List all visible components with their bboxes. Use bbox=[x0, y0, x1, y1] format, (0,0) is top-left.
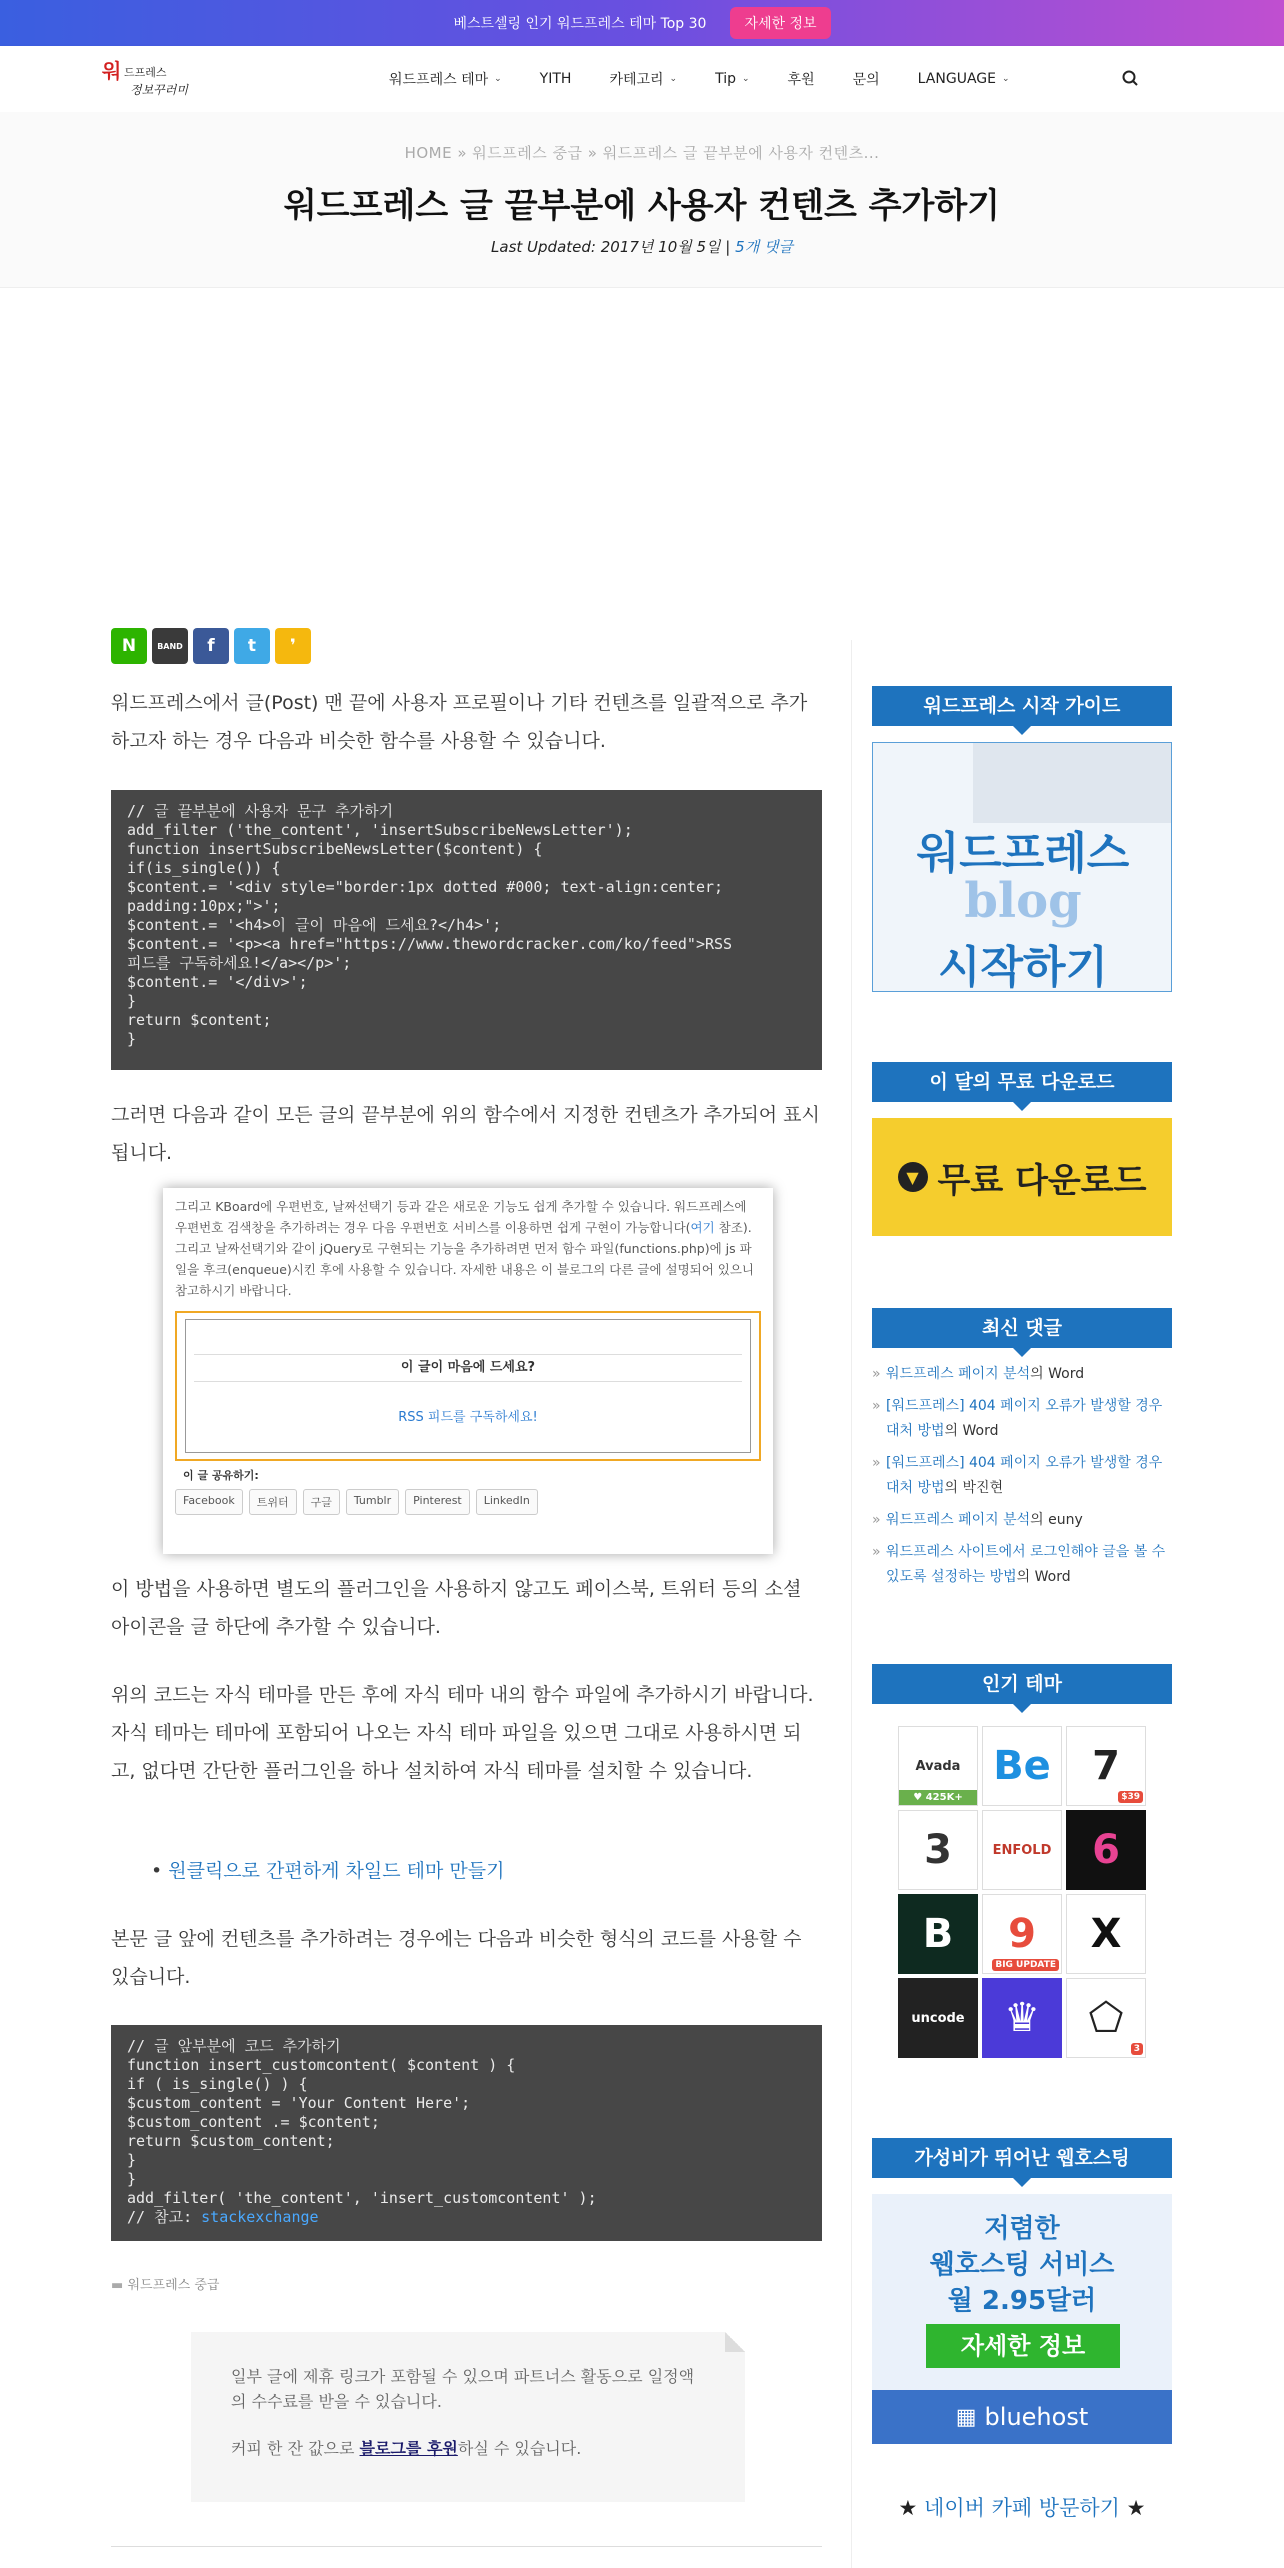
screenshot-cta-box bbox=[185, 1319, 751, 1453]
banner-line-2: blog bbox=[964, 873, 1082, 929]
comment-author: Word bbox=[1034, 1569, 1071, 1585]
popular-themes-grid bbox=[898, 1726, 1146, 2058]
screenshot-share-button: Pinterest bbox=[405, 1489, 470, 1515]
content-divider bbox=[111, 2546, 822, 2547]
theme-label: ENFOLD bbox=[992, 1842, 1052, 1858]
theme-tile[interactable] bbox=[982, 1726, 1062, 1806]
widget-title: 이 달의 무료 다운로드 bbox=[872, 1062, 1172, 1102]
nav-label: YITH bbox=[539, 71, 572, 87]
download-icon: ▼ bbox=[898, 1162, 928, 1192]
code-text: // 글 앞부분에 코드 추가하기 function insert_customcontent( $content ) { if ( is_single() ) { $custom_content = 'Your Content Here'; $custom_content .= $content; return $custom_content; } } add_filter( 'the_content', 'insert_customcontent' ); bbox=[127, 2037, 597, 2207]
theme-label: ♛ bbox=[1004, 1995, 1040, 2041]
nav-item-contact[interactable] bbox=[834, 69, 899, 89]
example-screenshot bbox=[163, 1188, 773, 1554]
code-ref-prefix: // 참고: bbox=[127, 2208, 202, 2226]
theme-tile[interactable] bbox=[1066, 1810, 1146, 1890]
comment-post-link[interactable]: 워드프레스 페이지 분석 bbox=[886, 1366, 1031, 1382]
paragraph: 워드프레스에서 글(Post) 맨 끝에 사용자 프로필이나 기타 컨텐츠를 일괄적으로 추가하고자 하는 경우 다음과 비슷한 함수를 사용할 수 있습니다. bbox=[111, 692, 808, 752]
hosting-line-3: 월 2.95달러 bbox=[947, 2286, 1097, 2316]
nav-label: 문의 bbox=[852, 72, 880, 88]
theme-tile[interactable] bbox=[898, 1726, 978, 1806]
sidebar bbox=[872, 686, 1172, 2556]
svg-text:정보꾸러미: 정보꾸러미 bbox=[130, 83, 188, 97]
recent-comments bbox=[872, 1362, 1172, 1597]
comment-mid: 의 bbox=[1030, 1366, 1049, 1382]
nav-item-tip[interactable] bbox=[696, 71, 768, 87]
theme-label: Avada bbox=[915, 1758, 961, 1774]
recent-comment bbox=[872, 1362, 1172, 1387]
cafe-link-row bbox=[872, 2492, 1172, 2522]
naver-share-icon[interactable]: N bbox=[111, 628, 147, 664]
svg-text:워: 워 bbox=[102, 59, 122, 83]
code-block: // 글 끝부분에 사용자 문구 추가하기 add_filter ('the_content', 'insertSubscribeNewsLetter'); function insertSubscribeNewsLetter($content) { if(is_single()) { $content.= '<div style="border:1px dotted #000; text-align:center; padding:10px;">'; $content.= '<h4>이 글이 마음에 드세요?</h4>'; $content.= '<p><a href="https://www.thewordcracker.com/ko/feed">RSS 피드를 구독하세요!</a></p>'; $content.= '</div>'; } return $content; } bbox=[111, 790, 822, 1070]
download-label: 무료 다운로드 bbox=[937, 1160, 1147, 1201]
recent-comment bbox=[872, 1451, 1172, 1501]
paragraph: 본문 글 앞에 컨텐츠를 추가하려는 경우에는 다음과 비슷한 형식의 코드를 사용할 수 있습니다. bbox=[111, 1928, 802, 1988]
nav-label: 카테고리 bbox=[609, 72, 664, 88]
recent-comment bbox=[872, 1540, 1172, 1590]
free-download-banner[interactable] bbox=[872, 1118, 1172, 1236]
site-logo[interactable] bbox=[100, 56, 210, 100]
code-block bbox=[111, 2025, 822, 2241]
theme-tile[interactable] bbox=[898, 1810, 978, 1890]
theme-tile[interactable] bbox=[1066, 1894, 1146, 1974]
facebook-share-icon[interactable]: f bbox=[193, 628, 229, 664]
comment-mid: 의 bbox=[1016, 1569, 1035, 1585]
paragraph: 그러면 다음과 같이 모든 글의 끝부분에 위의 함수에서 지정한 컨텐츠가 추가되어 표시됩니다. bbox=[111, 1104, 820, 1164]
post-category bbox=[111, 2274, 219, 2293]
banner-line-3: 시작하기 bbox=[937, 942, 1108, 992]
disclosure-suffix: 하실 수 있습니다. bbox=[457, 2439, 582, 2458]
nav-label: Tip bbox=[715, 71, 736, 87]
screenshot-share-button: 트위터 bbox=[249, 1489, 297, 1515]
nav-item-sponsor[interactable] bbox=[769, 69, 834, 89]
chevron-down-icon: ⌄ bbox=[669, 74, 678, 84]
theme-tile[interactable] bbox=[898, 1894, 978, 1974]
theme-label: B bbox=[922, 1911, 954, 1957]
grid-icon: ▦ bbox=[955, 2404, 977, 2430]
paragraph: 이 방법을 사용하면 별도의 플러그인을 사용하지 않고도 페이스북, 트위터 등의 소셜 아이콘을 글 하단에 추가할 수 있습니다. bbox=[111, 1578, 802, 1638]
comment-author: euny bbox=[1048, 1512, 1083, 1528]
search-icon[interactable] bbox=[1120, 68, 1142, 90]
comment-post-link[interactable]: 워드프레스 페이지 분석 bbox=[886, 1512, 1031, 1528]
bullet-list: • 원클릭으로 간편하게 차일드 테마 만들기 bbox=[151, 1860, 505, 1882]
recent-comment bbox=[872, 1394, 1172, 1444]
theme-tile[interactable] bbox=[982, 1810, 1062, 1890]
band-share-icon[interactable]: BAND bbox=[152, 628, 188, 664]
theme-badge: ♥ 425K+ bbox=[899, 1790, 977, 1805]
comment-mid: 의 bbox=[1030, 1512, 1049, 1528]
star-icon: ★ bbox=[1126, 2496, 1146, 2520]
theme-label: 7 bbox=[1092, 1743, 1120, 1789]
recent-comment bbox=[872, 1508, 1172, 1533]
disclosure-text: 일부 글에 제휴 링크가 포함될 수 있으며 파트너스 활동으로 일정액의 수수료를 받을 수 있습니다. bbox=[231, 2367, 695, 2411]
svg-text:드프레스: 드프레스 bbox=[124, 66, 167, 79]
chevron-down-icon: ⌄ bbox=[1001, 74, 1010, 84]
folder-icon: ▬ bbox=[111, 2278, 124, 2293]
screenshot-share-button: Facebook bbox=[175, 1489, 243, 1515]
stackexchange-link[interactable]: stackexchange bbox=[201, 2208, 319, 2226]
site-header bbox=[0, 46, 1284, 112]
chevron-down-icon: ⌄ bbox=[742, 74, 750, 84]
last-updated: Last Updated: 2017년 10월 5일 | bbox=[491, 238, 731, 256]
screenshot-share-buttons bbox=[175, 1489, 761, 1515]
nav-label: LANGUAGE bbox=[917, 71, 996, 87]
page-fold-corner bbox=[725, 2332, 745, 2352]
bluehost-brand: bluehost bbox=[984, 2403, 1089, 2431]
theme-label: 9 bbox=[1008, 1911, 1036, 1957]
laptop-graphic bbox=[973, 743, 1172, 823]
main-nav bbox=[370, 46, 1029, 112]
hosting-line-1: 저렴한 bbox=[984, 2214, 1060, 2244]
post-meta bbox=[0, 236, 1284, 257]
share-icons bbox=[111, 628, 311, 664]
screenshot-share-button: Tumblr bbox=[346, 1489, 399, 1515]
banner-line-1: 워드프레스 bbox=[916, 828, 1130, 879]
nav-label: 워드프레스 테마 bbox=[389, 72, 489, 88]
theme-tile[interactable] bbox=[982, 1894, 1062, 1974]
hosting-line-2: 웹호스팅 서비스 bbox=[929, 2250, 1115, 2280]
twitter-share-icon[interactable]: t bbox=[234, 628, 270, 664]
blog-guide-banner[interactable] bbox=[872, 742, 1172, 992]
theme-tile[interactable] bbox=[1066, 1978, 1146, 2058]
theme-label: ⬠ bbox=[1088, 1995, 1124, 2041]
hosting-banner[interactable] bbox=[872, 2194, 1172, 2444]
comment-author: Word bbox=[962, 1423, 999, 1439]
disclosure-text-2 bbox=[231, 2436, 701, 2461]
screenshot-question: 이 글이 마음에 드세요? bbox=[194, 1354, 742, 1382]
bluehost-bar bbox=[872, 2390, 1172, 2444]
chevron-down-icon: ⌄ bbox=[494, 74, 502, 84]
hosting-button: 자세한 정보 bbox=[926, 2324, 1120, 2368]
comment-post-link[interactable]: [워드프레스] 404 페이지 오류가 발생할 경우 대처 방법 bbox=[886, 1398, 1163, 1439]
theme-tile[interactable] bbox=[898, 1978, 978, 2058]
paragraph: 위의 코드는 자식 테마를 만든 후에 자식 테마 내의 함수 파일에 추가하시기 바랍니다. 자식 테마는 테마에 포함되어 나오는 자식 테마 파일을 있으면 그대로 사용하시면 되고, 없다면 간단한 플러그인을 하나 설치하여 자식 테마를 설치할 수 있습니다. bbox=[111, 1684, 814, 1782]
screenshot-highlight bbox=[175, 1311, 761, 1461]
theme-badge: BIG UPDATE bbox=[992, 1959, 1059, 1971]
theme-label: X bbox=[1090, 1911, 1122, 1957]
nav-item-themes[interactable] bbox=[370, 69, 521, 89]
category-link[interactable]: 워드프레스 중급 bbox=[127, 2278, 220, 2293]
nav-item-category[interactable] bbox=[590, 69, 696, 89]
nav-item-language[interactable] bbox=[899, 71, 1029, 87]
comment-author: 박진현 bbox=[962, 1480, 1004, 1496]
screenshot-link: 여기 bbox=[690, 1220, 715, 1235]
nav-label: 후원 bbox=[787, 72, 815, 88]
screenshot-share-title: 이 글 공유하기: bbox=[183, 1469, 259, 1482]
screenshot-text-a: 그리고 KBoard에 우편번호, 날짜선택기 등과 같은 새로운 기능도 쉽게 추가할 수 있습니다. 워드프레스에 우편번호 검색창을 추가하려는 경우 다음 우편번호 서비스를 이용하면 쉽게 구현이 가능합니다( bbox=[175, 1199, 747, 1235]
promo-text: 베스트셀링 인기 워드프레스 테마 Top 30 bbox=[453, 16, 707, 32]
comment-author: Word bbox=[1048, 1366, 1085, 1382]
theme-badge: 3 bbox=[1131, 2043, 1143, 2055]
theme-label: 6 bbox=[1092, 1827, 1120, 1873]
child-theme-link[interactable]: 원클릭으로 간편하게 차일드 테마 만들기 bbox=[168, 1860, 505, 1882]
widget-title: 최신 댓글 bbox=[872, 1308, 1172, 1348]
affiliate-disclosure bbox=[191, 2332, 745, 2502]
comment-post-link[interactable]: [워드프레스] 404 페이지 오류가 발생할 경우 대처 방법 bbox=[886, 1455, 1163, 1496]
theme-badge: $39 bbox=[1118, 1791, 1143, 1803]
screenshot-text-b: 참조). 그리고 날짜선택기와 같이 jQuery로 구현되는 기능을 추가하려면 먼저 함수 파일(functions.php)에 js 파일을 후크(enqueue)시킨 후에 사용할 수 있습니다. 자세한 내용은 이 블로그의 다른 글에 설명되어 있으니 참고하시기 바랍니다. bbox=[175, 1220, 755, 1298]
theme-tile[interactable] bbox=[982, 1978, 1062, 2058]
disclosure-prefix: 커피 한 잔 값으로 bbox=[231, 2439, 360, 2458]
theme-label: uncode bbox=[911, 2010, 965, 2026]
promo-button[interactable]: 자세한 정보 bbox=[730, 7, 830, 39]
breadcrumb[interactable]: HOME » 워드프레스 중급 » 워드프레스 글 끝부분에 사용자 컨텐츠... bbox=[404, 144, 880, 162]
nav-item-yith[interactable] bbox=[521, 71, 591, 87]
kakaostory-share-icon[interactable]: ❜ bbox=[275, 628, 311, 664]
theme-label: Be bbox=[993, 1743, 1051, 1789]
comments-link[interactable]: 5개 댓글 bbox=[735, 238, 793, 256]
widget-title: 가성비가 뛰어난 웹호스팅 bbox=[872, 2138, 1172, 2178]
column-divider bbox=[851, 640, 852, 2568]
widget-title: 워드프레스 시작 가이드 bbox=[872, 686, 1172, 726]
comment-post-link[interactable]: 워드프레스 사이트에서 로그인해야 글을 볼 수 있도록 설정하는 방법 bbox=[886, 1544, 1166, 1585]
screenshot-rss-link: RSS 피드를 구독하세요! bbox=[398, 1410, 538, 1425]
screenshot-share-button: 구글 bbox=[303, 1489, 340, 1515]
sponsor-link[interactable]: 블로그를 후원 bbox=[359, 2439, 458, 2458]
star-icon: ★ bbox=[898, 2496, 918, 2520]
naver-cafe-link[interactable]: 네이버 카페 방문하기 bbox=[924, 2496, 1120, 2520]
page-title: 워드프레스 글 끝부분에 사용자 컨텐츠 추가하기 bbox=[283, 186, 1001, 226]
screenshot-text bbox=[175, 1196, 761, 1301]
page-hero bbox=[0, 112, 1284, 288]
screenshot-share-button: LinkedIn bbox=[476, 1489, 538, 1515]
theme-label: 3 bbox=[924, 1827, 952, 1873]
promo-bar bbox=[0, 0, 1284, 46]
widget-title: 인기 테마 bbox=[872, 1664, 1172, 1704]
comment-mid: 의 bbox=[944, 1423, 963, 1439]
comment-mid: 의 bbox=[944, 1480, 963, 1496]
theme-tile[interactable] bbox=[1066, 1726, 1146, 1806]
